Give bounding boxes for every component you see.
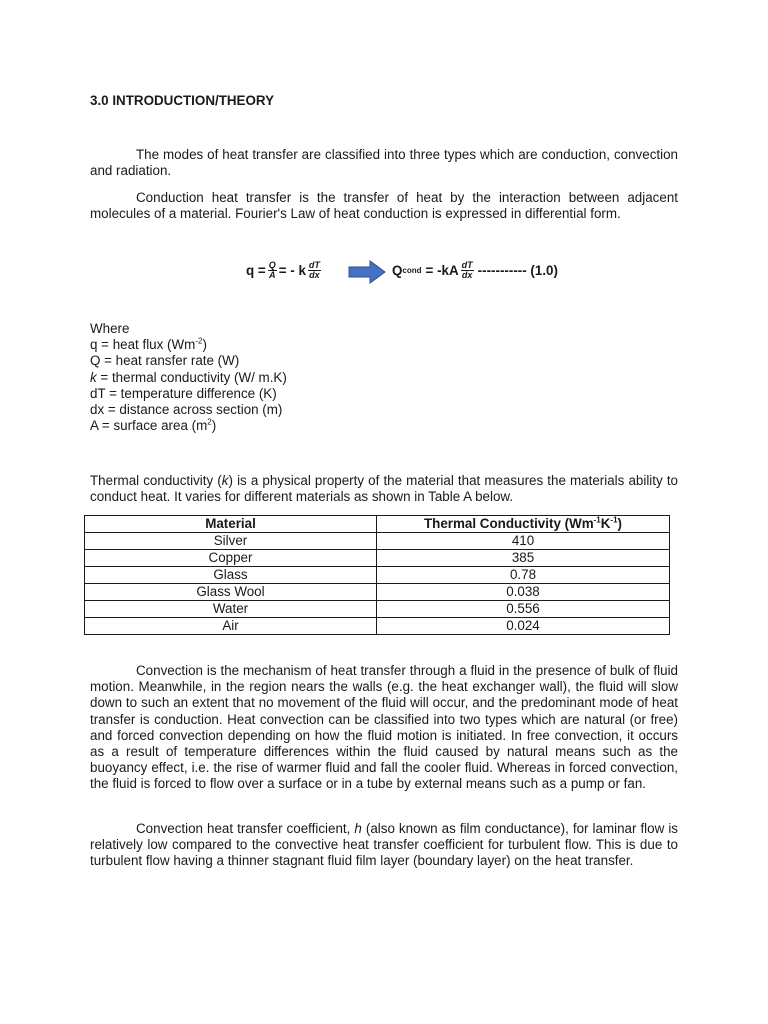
table-row xyxy=(85,584,670,601)
paragraph-conduction: Conduction heat transfer is the transfer of heat by the interaction between adjacent molecules of a material. Fourier's Law of heat conduction is expressed in differential form. xyxy=(90,190,678,222)
table-row xyxy=(85,618,670,635)
frac-denominator: A xyxy=(268,270,276,280)
def-q: q = heat flux $(Wm^{-2})$ xyxy=(90,336,207,353)
def-k: k = thermal conductivity (W/ m.K) xyxy=(90,369,287,385)
cell-value: 0.038 xyxy=(377,584,670,601)
table-row xyxy=(85,533,670,550)
frac-numerator: dT xyxy=(308,260,320,270)
def-dx: dx = distance across section (m) xyxy=(90,402,283,418)
header-material: Material xyxy=(85,516,377,533)
cell-value: 0.78 xyxy=(377,567,670,584)
right-arrow-icon xyxy=(348,260,386,284)
cell-material: Glass xyxy=(85,567,377,584)
eq-minus-kA: = -kA xyxy=(425,263,459,278)
frac-denominator: dx xyxy=(461,270,473,280)
frac-numerator: dT xyxy=(461,260,473,270)
table-row xyxy=(85,567,670,584)
table-row xyxy=(85,550,670,567)
def-dT: dT = temperature difference (K) xyxy=(90,385,277,401)
eq-frac-q-over-a xyxy=(268,261,277,280)
eq-frac-dt-dx-right xyxy=(461,261,474,280)
frac-denominator: dx xyxy=(309,270,320,280)
cell-value: 0.556 xyxy=(377,601,670,618)
fourier-equation xyxy=(90,258,678,292)
cell-material: Water xyxy=(85,601,377,618)
paragraph-modes: The modes of heat transfer are classified into three types which are conduction, convection and radiation. xyxy=(90,147,678,179)
eq-frac-dt-dx xyxy=(308,261,321,280)
thermal-conductivity-table xyxy=(84,515,670,635)
frac-numerator: Q xyxy=(268,260,276,270)
equation-right: Q cond = -kA $\frac{dT}{dx}$ ----------- (1.0) xyxy=(392,260,558,280)
table-row xyxy=(85,601,670,618)
cell-material: Air xyxy=(85,618,377,635)
eq-q: q = xyxy=(246,263,266,278)
eq-Q: Q xyxy=(392,263,403,278)
paragraph-convection-coefficient: Convection heat transfer coefficient, h (also known as film conductance), for laminar flow is relatively low compared to the convective heat transfer coefficient for turbulent flow. This is due to turbulent flow having a thinner stagnant fluid film layer (boundary layer) on the heat transfer. xyxy=(90,821,678,869)
header-thermal-conductivity: Thermal Conductivity $(Wm^{-1}K^{-1})$ xyxy=(377,516,670,533)
where-heading: Where xyxy=(90,321,130,336)
variable-definitions xyxy=(90,321,287,434)
cell-material: Copper xyxy=(85,550,377,567)
cell-value: 0.024 xyxy=(377,618,670,635)
cell-material: Glass Wool xyxy=(85,584,377,601)
table-header-row xyxy=(85,516,670,533)
cell-value: 385 xyxy=(377,550,670,567)
eq-number: ----------- (1.0) xyxy=(477,263,558,278)
section-title: 3.0 INTRODUCTION/THEORY xyxy=(90,93,275,108)
def-A: A = surface area $(m^2)$ xyxy=(90,417,217,434)
arrow-shape xyxy=(349,261,385,283)
equation-left xyxy=(246,261,323,280)
cell-value: 410 xyxy=(377,533,670,550)
def-Q: Q = heat ransfer rate (W) xyxy=(90,353,240,369)
paragraph-thermal-conductivity: Thermal conductivity (k) is a physical property of the material that measures the materials ability to conduct heat. It varies for different materials as shown in Table A below. xyxy=(90,473,678,505)
paragraph-convection: Convection is the mechanism of heat transfer through a fluid in the presence of bulk of fluid motion. Meanwhile, in the region nears the walls (e.g. the heat exchanger wall), the fluid will slow down to such an extent that no movement of the fluid will occur, and the predominant mode of heat transfer is conduction. Heat convection can be classified into two types which are natural (or free) and forced convection depending on how the fluid motion is initiated. In free convection, it occurs as a result of temperature differences within the fluid caused by natural means such as the buoyancy effect, i.e. the rise of warmer fluid and fall the cooler fluid. Whereas in forced convection, the fluid is forced to flow over a surface or in a tube by external means such as a pump or fan. xyxy=(90,663,678,792)
eq-minus-k: = - k xyxy=(278,263,306,278)
cell-material: Silver xyxy=(85,533,377,550)
